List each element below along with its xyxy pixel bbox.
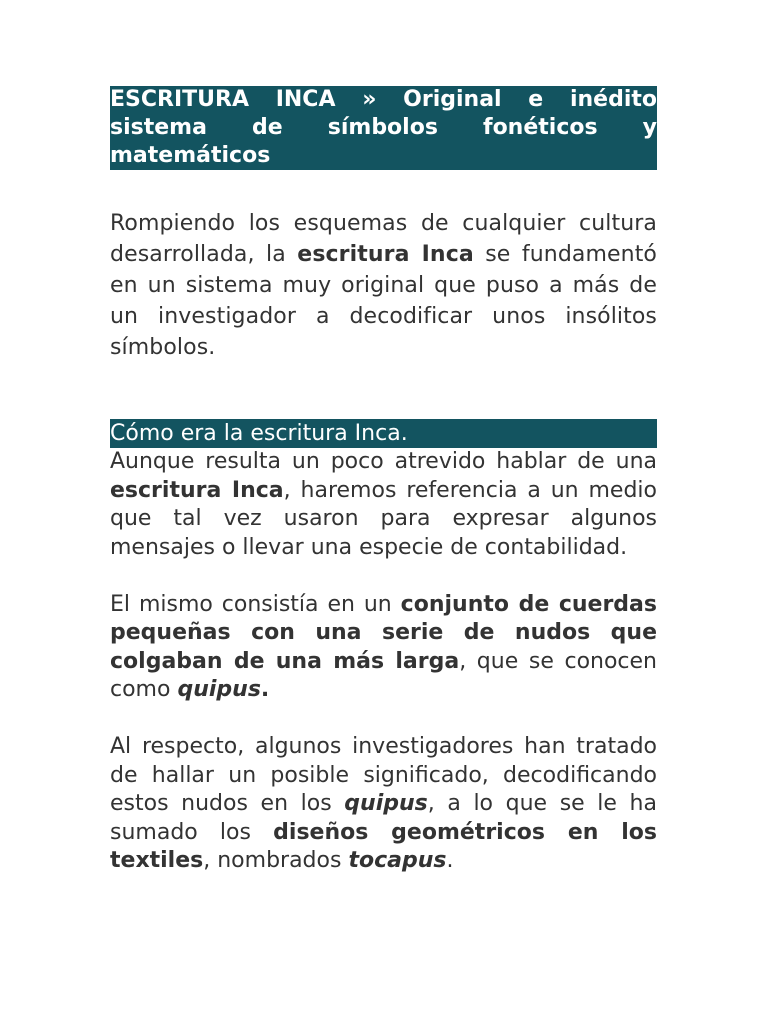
para2-bolditalic-quipus: quipus: [177, 677, 261, 702]
paragraph-1: [110, 448, 657, 562]
para3-text-3: , nombrados: [203, 848, 349, 873]
para2-bold-period: .: [260, 677, 270, 702]
para2-text-1: El mismo consistía en un: [110, 591, 401, 617]
para3-text-1: Al respecto, algunos investigadores han tratado de hallar un posible significado, decodificando estos nudos en los: [110, 734, 657, 816]
document-title: ESCRITURA INCA » Original e inédito sistema de símbolos fonéticos y matemáticos: [110, 87, 657, 168]
para3-text-2: , a lo que se le ha sumado los: [110, 791, 657, 845]
paragraph-3: [110, 733, 657, 876]
section-heading: Cómo era la escritura Inca.: [110, 419, 657, 448]
paragraph-2: [110, 591, 657, 705]
para3-bolditalic-tocapus: tocapus: [348, 848, 447, 873]
para3-bold-disenos: diseños geométricos en los textiles: [110, 819, 657, 873]
document-page: [110, 86, 657, 876]
para1-text-2: , haremos referencia a un medio que tal vez usaron para expresar algunos mensajes o llevar una especie de contabilidad.: [110, 477, 658, 560]
para1-text-1: Aunque resulta un poco atrevido hablar de una: [110, 449, 657, 474]
para2-text-2: , que se conocen como: [110, 648, 658, 702]
intro-bold-escritura-inca: escritura Inca: [297, 242, 474, 267]
para1-bold-escritura-inca: escritura Inca: [110, 477, 284, 503]
intro-text-2: se fundamentó en un sistema muy original que puso a más de un investigador a decodificar unos insólitos símbolos.: [110, 242, 657, 360]
para3-text-4: .: [446, 848, 454, 873]
para3-bolditalic-quipus: quipus: [344, 791, 428, 816]
para2-bold-conjunto: conjunto de cuerdas pequeñas con una serie de nudos que colgaban de una más larga: [110, 591, 658, 674]
intro-text-1: Rompiendo los esquemas de cualquier cultura desarrollada, la: [110, 211, 657, 267]
intro-paragraph: [110, 208, 657, 363]
